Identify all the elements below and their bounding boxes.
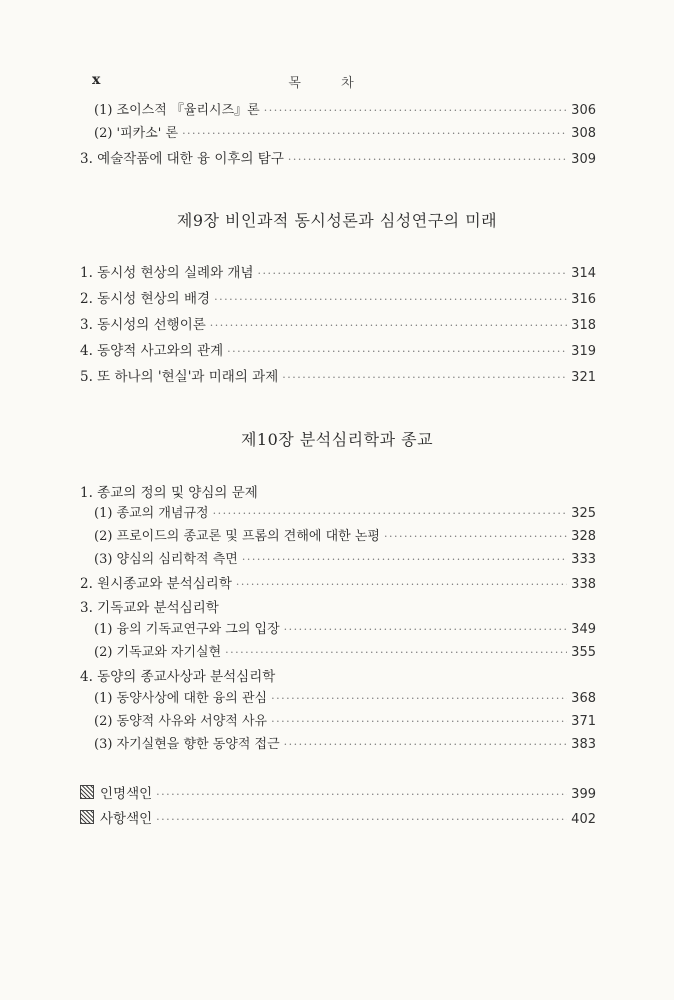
toc-entry	[80, 290, 596, 309]
toc-entry-page: 333	[571, 552, 596, 567]
running-title: 목 차	[288, 76, 372, 91]
toc-entry-page: 308	[571, 126, 596, 141]
dot-leader	[182, 125, 567, 143]
toc-entry-page: 338	[571, 577, 596, 592]
toc-entry-label: 3. 예술작품에 대한 융 이후의 탐구	[80, 151, 284, 167]
toc-entry-label: 3. 동시성의 선행이론	[80, 317, 206, 333]
dot-leader	[284, 621, 568, 639]
dot-leader	[227, 343, 567, 361]
dot-leader	[384, 528, 567, 546]
toc-entry-page: 319	[571, 344, 596, 359]
dot-leader	[271, 690, 567, 708]
page-number: x	[92, 72, 101, 88]
toc-entry-page: 328	[571, 529, 596, 544]
dot-leader	[282, 369, 567, 387]
toc-entry-label: 2. 원시종교와 분석심리학	[80, 576, 232, 592]
index-entry	[80, 810, 596, 829]
toc-entry-page: 325	[571, 506, 596, 521]
toc-entry	[94, 690, 596, 708]
toc-entry-label: (2) '피카소' 론	[94, 126, 179, 141]
toc-entry-page: 314	[571, 266, 596, 281]
toc-entry-label: (3) 자기실현을 향한 동양적 접근	[94, 737, 280, 752]
dot-leader	[236, 576, 567, 594]
toc-entry-label: 1. 동시성 현상의 실례와 개념	[80, 265, 254, 281]
dot-leader	[210, 317, 567, 335]
toc-entry-label: (1) 종교의 개념규정	[94, 506, 209, 521]
toc-entry-label: (1) 조이스적 『율리시즈』론	[94, 103, 260, 118]
toc-entry	[94, 102, 596, 120]
toc-entry	[94, 644, 596, 662]
toc-entry	[80, 484, 596, 502]
index-entry-page: 402	[571, 812, 596, 827]
toc-entry	[80, 342, 596, 361]
toc-entry-page: 309	[571, 152, 596, 167]
chapter-title: 제10장 분석심리학과 종교	[240, 430, 434, 449]
dot-leader	[214, 291, 567, 309]
toc-entry-label: 2. 동시성 현상의 배경	[80, 291, 211, 307]
toc-entry	[94, 713, 596, 731]
toc-entry	[94, 736, 596, 754]
toc-entry-label: (1) 동양사상에 대한 융의 관심	[94, 691, 268, 706]
toc-entry	[80, 264, 596, 283]
toc-entry	[80, 150, 596, 169]
toc-entry-page: 316	[571, 292, 596, 307]
toc-entry-label: (2) 동양적 사유와 서양적 사유	[94, 714, 268, 729]
page-header	[0, 72, 674, 92]
hatched-square-icon	[80, 785, 94, 799]
index-entry-page: 399	[571, 787, 596, 802]
toc-entry	[94, 505, 596, 523]
toc-entry-page: 368	[571, 691, 596, 706]
dot-leader	[156, 786, 567, 804]
index-entry-label: 인명색인	[80, 785, 156, 803]
toc-entry-label: 5. 또 하나의 '현실'과 미래의 과제	[80, 369, 279, 385]
toc-entry-page: 321	[571, 370, 596, 385]
dot-leader	[258, 265, 568, 283]
toc-entry	[80, 368, 596, 387]
dot-leader	[213, 505, 568, 523]
dot-leader	[271, 713, 567, 731]
toc-entry	[80, 668, 596, 686]
toc-entry-page: 318	[571, 318, 596, 333]
toc-entry-page: 306	[571, 103, 596, 118]
toc-entry-page: 355	[571, 645, 596, 660]
toc-entry	[94, 621, 596, 639]
dot-leader	[156, 811, 567, 829]
toc-entry-label: 1. 종교의 정의 및 양심의 문제	[80, 485, 258, 501]
dot-leader	[284, 736, 568, 754]
dot-leader	[242, 551, 567, 569]
toc-entry-page: 383	[571, 737, 596, 752]
toc-entry-label: (2) 프로이드의 종교론 및 프롬의 견해에 대한 논평	[94, 529, 380, 544]
toc-entry	[94, 125, 596, 143]
toc-entry-label: (2) 기독교와 자기실현	[94, 645, 222, 660]
toc-entry	[94, 528, 596, 546]
dot-leader	[264, 102, 567, 120]
toc-entry-label: 3. 기독교와 분석심리학	[80, 600, 219, 616]
toc-entry	[80, 599, 596, 617]
dot-leader	[225, 644, 567, 662]
index-entry-label: 사항색인	[80, 810, 156, 828]
dot-leader	[288, 151, 567, 169]
toc-entry-label: (3) 양심의 심리학적 측면	[94, 552, 238, 567]
toc-entry-label: 4. 동양의 종교사상과 분석심리학	[80, 669, 276, 685]
toc-entry	[94, 551, 596, 569]
toc-entry	[80, 316, 596, 335]
chapter-title: 제9장 비인과적 동시성론과 심성연구의 미래	[176, 211, 498, 230]
hatched-square-icon	[80, 810, 94, 824]
toc-entry-page: 349	[571, 622, 596, 637]
toc-entry-label: 4. 동양적 사고와의 관계	[80, 343, 224, 359]
index-entry	[80, 785, 596, 804]
toc-entry	[80, 575, 596, 594]
toc-entry-label: (1) 융의 기독교연구와 그의 입장	[94, 622, 280, 637]
toc-entry-page: 371	[571, 714, 596, 729]
